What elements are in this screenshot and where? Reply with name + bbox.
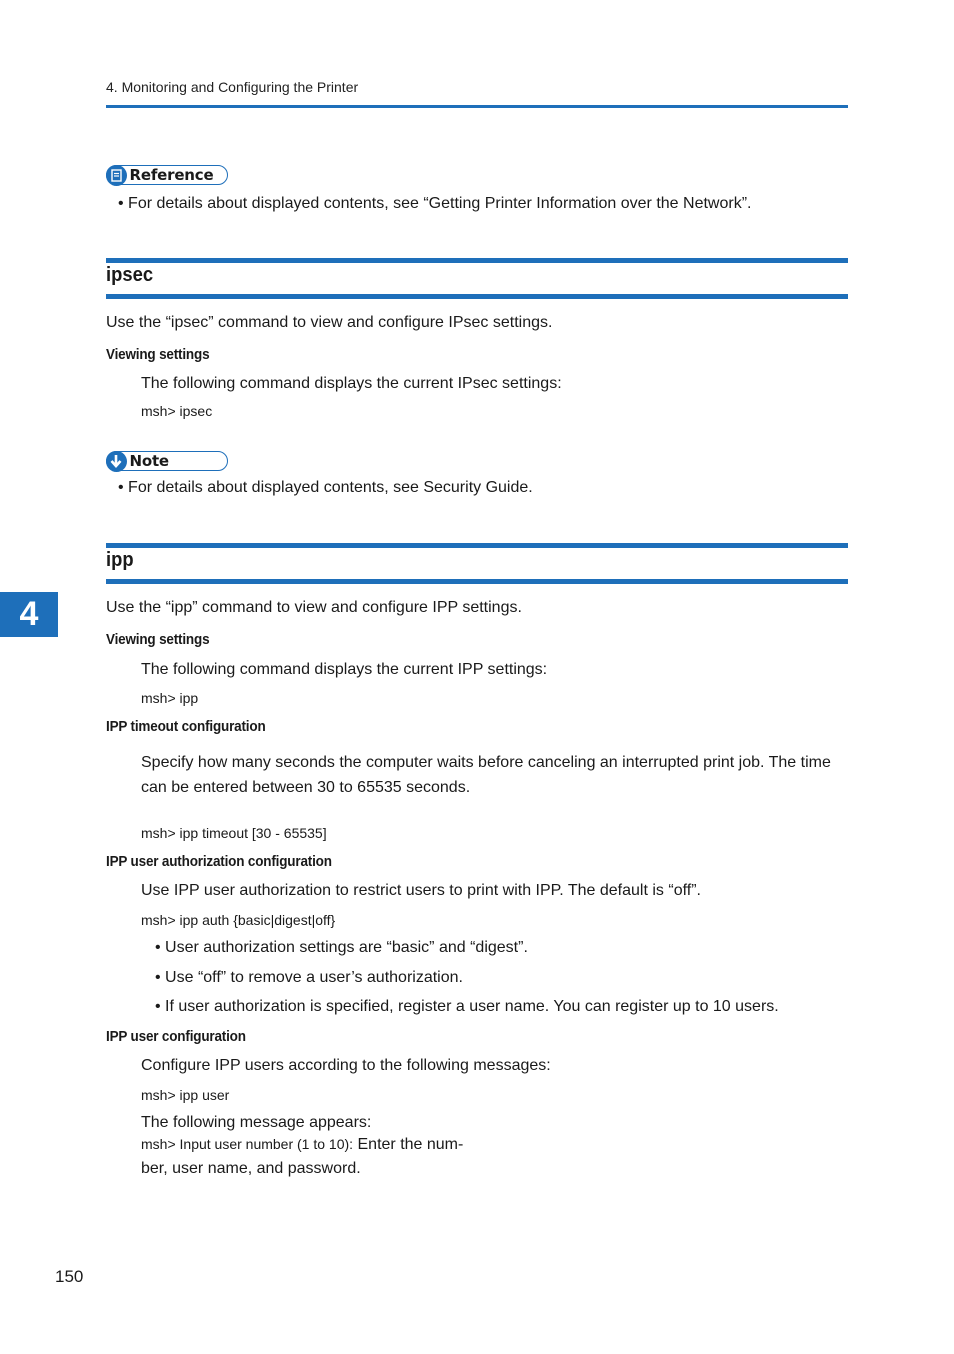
- ipp-message-line2: ber, user name, and password.: [141, 1160, 361, 1177]
- reference-bullet: • For details about displayed contents, see “Getting Printer Information over the Network”.: [118, 195, 752, 212]
- ipp-message-text: The following message appears:: [141, 1114, 372, 1131]
- note-down-arrow-icon: [106, 451, 127, 472]
- page-number: 150: [55, 1267, 84, 1286]
- ipp-intro: Use the “ipp” command to view and configure IPP settings.: [106, 599, 522, 616]
- ipp-auth-bullet: • If user authorization is specified, register a user name. You can register up to 10 users.: [155, 998, 779, 1015]
- ipsec-viewing-text: The following command displays the current IPsec settings:: [141, 375, 562, 392]
- ipp-viewing-heading: Viewing settings: [106, 631, 210, 648]
- note-bullet: • For details about displayed contents, see Security Guide.: [118, 479, 533, 496]
- ipp-auth-cmd: msh> ipp auth {basic|digest|off}: [141, 912, 336, 928]
- ipp-auth-bullet: • User authorization settings are “basic” and “digest”.: [155, 939, 528, 956]
- note-label: Note: [129, 452, 169, 470]
- reference-badge: [106, 165, 228, 185]
- ipp-viewing-cmd: msh> ipp: [141, 690, 199, 706]
- ipp-timeout-heading: IPP timeout configuration: [106, 718, 266, 735]
- ipp-message-cmd: msh> Input user number (1 to 10):: [141, 1136, 354, 1152]
- reference-label: Reference: [129, 166, 214, 184]
- ipp-timeout-cmd: msh> ipp timeout [30 - 65535]: [141, 825, 327, 841]
- ipsec-intro: Use the “ipsec” command to view and configure IPsec settings.: [106, 314, 553, 331]
- ipp-message-after: Enter the num-: [353, 1136, 464, 1153]
- ipsec-viewing-heading: Viewing settings: [106, 346, 210, 363]
- ipp-viewing-text: The following command displays the current IPP settings:: [141, 661, 548, 678]
- ipsec-top-rule: [106, 258, 848, 263]
- ipp-bottom-rule: [106, 579, 848, 584]
- ipsec-bottom-rule: [106, 294, 848, 299]
- note-badge: [106, 451, 228, 471]
- ipp-top-rule: [106, 543, 848, 548]
- ipsec-title: ipsec: [106, 264, 154, 286]
- ipp-message-line: [141, 1136, 463, 1154]
- ipp-user-heading: IPP user configuration: [106, 1028, 246, 1045]
- running-header: 4. Monitoring and Configuring the Printer: [106, 79, 359, 95]
- reference-icon: [106, 165, 127, 186]
- ipsec-viewing-cmd: msh> ipsec: [141, 403, 213, 419]
- ipp-auth-bullet: • Use “off” to remove a user’s authorization.: [155, 969, 463, 986]
- ipp-auth-heading: IPP user authorization configuration: [106, 853, 332, 870]
- ipp-title: ipp: [106, 549, 134, 571]
- ipp-timeout-text-1: Specify how many seconds the computer waits before canceling an interrupted print job. The time: [141, 754, 831, 771]
- chapter-tab: 4: [0, 592, 58, 637]
- header-rule: [106, 105, 848, 108]
- ipp-user-cmd: msh> ipp user: [141, 1087, 230, 1103]
- ipp-user-text: Configure IPP users according to the following messages:: [141, 1057, 551, 1074]
- ipp-timeout-text-2: can be entered between 30 to 65535 seconds.: [141, 779, 471, 796]
- ipp-auth-text: Use IPP user authorization to restrict users to print with IPP. The default is “off”.: [141, 882, 701, 899]
